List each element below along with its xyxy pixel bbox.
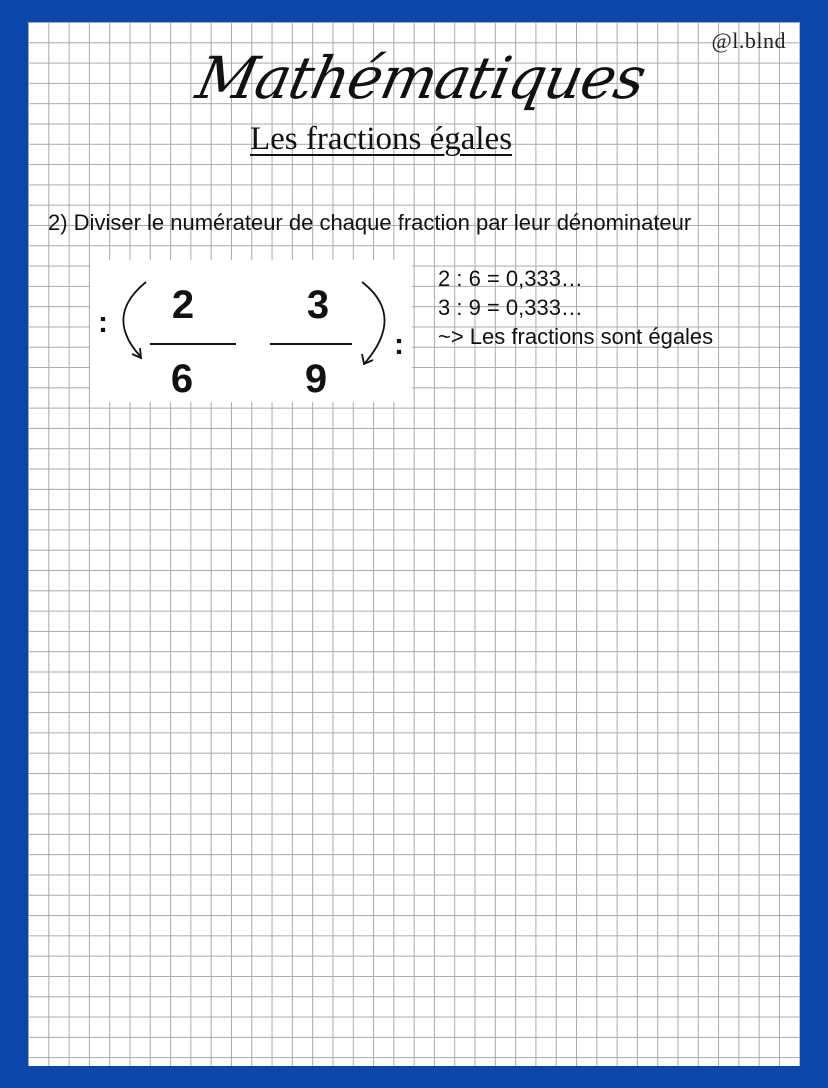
curved-arrow-left-icon (123, 282, 146, 356)
fraction-diagram-svg (90, 260, 412, 402)
calculation-block (438, 264, 713, 351)
calculation-line-2: 3 : 9 = 0,333… (438, 295, 583, 320)
operator-right: : (394, 328, 404, 361)
operator-left: : (98, 306, 108, 339)
fraction-left-denominator: 6 (170, 357, 194, 401)
fraction-left-numerator: 2 (171, 283, 195, 327)
calculation-conclusion: ~> Les fractions sont égales (438, 324, 714, 349)
instruction-text: 2) Diviser le numérateur de chaque fraction par leur dénominateur (48, 210, 692, 235)
page-title: Mathématiques (190, 44, 652, 112)
page-subtitle: Les fractions égales (250, 121, 513, 157)
fraction-diagram (90, 260, 412, 402)
fraction-right-numerator: 3 (306, 283, 330, 327)
calculation-line-1: 2 : 6 = 0,333… (438, 266, 583, 291)
curved-arrow-right-icon (362, 282, 385, 364)
fraction-right-denominator: 9 (304, 357, 328, 401)
author-handle: @l.blnd (711, 28, 786, 53)
grid-paper-sheet (28, 22, 800, 1066)
